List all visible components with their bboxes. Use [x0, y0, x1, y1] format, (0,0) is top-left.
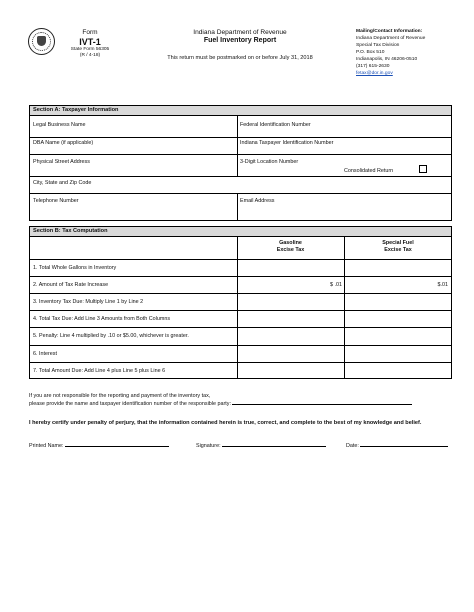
responsible-party-input[interactable]: [232, 404, 412, 405]
line-2-label: 2. Amount of Tax Rate Increase: [33, 282, 109, 288]
email-link[interactable]: fetax@dor.in.gov: [356, 71, 393, 76]
indiana-state-seal-icon: [28, 28, 55, 55]
indiana-taxpayer-id-field[interactable]: Indiana Taxpayer Identification Number: [240, 140, 334, 146]
legal-business-name-field[interactable]: Legal Business Name: [33, 122, 86, 128]
line-3-label: 3. Inventory Tax Due: Multiply Line 1 by Line 2: [33, 299, 144, 305]
gasoline-header-line: Gasoline: [279, 240, 302, 246]
gasoline-rate-value: $ .01: [330, 282, 342, 288]
section-b-tax-computation: [29, 226, 452, 379]
responsible-line-2-text: please provide the name and taxpayer identification number of the responsible party:: [29, 400, 231, 407]
mailing-contact-info: [356, 28, 425, 77]
gasoline-header-line: Excise Tax: [276, 247, 305, 253]
printed-name-row: [29, 443, 169, 449]
mailing-line: Special Tax Division: [356, 43, 400, 48]
department-name: Indiana Department of Revenue: [193, 29, 287, 36]
form-revision: (R / 4-18): [79, 53, 101, 58]
row-divider: [30, 193, 451, 194]
special-fuel-header-line: Special Fuel: [382, 240, 414, 246]
gasoline-column-header: [237, 240, 344, 254]
dba-name-field[interactable]: DBA Name (if applicable): [33, 140, 94, 146]
date-row: [346, 443, 448, 449]
form-id: IVT-1: [79, 37, 101, 47]
responsible-party-note: [29, 393, 412, 408]
row-divider: [30, 276, 451, 277]
mailing-line: P.O. Box 510: [356, 50, 385, 55]
street-address-field[interactable]: Physical Street Address: [33, 159, 90, 165]
mailing-heading: Mailing/Contact Information:: [356, 29, 423, 34]
row-divider: [30, 293, 451, 294]
state-form-number: State Form 56305: [70, 47, 110, 52]
signature-input[interactable]: [222, 446, 326, 447]
section-a-title: Section A: Taxpayer Information: [30, 106, 451, 116]
row-divider: [30, 345, 451, 346]
row-divider: [30, 259, 451, 260]
responsible-line-1: If you are not responsible for the reporting and payment of the inventory tax,: [29, 393, 211, 399]
mailing-line: Indiana Department of Revenue: [356, 36, 426, 41]
signature-label: Signature:: [196, 443, 221, 449]
printed-name-label: Printed Name:: [29, 443, 64, 449]
signature-row: [196, 443, 326, 449]
line-1-label: 1. Total Whole Gallons in Inventory: [33, 265, 117, 271]
row-divider: [30, 310, 451, 311]
line-4-label: 4. Total Tax Due: Add Line 3 Amounts from Both Columns: [33, 316, 171, 322]
federal-id-field[interactable]: Federal Identification Number: [240, 122, 311, 128]
special-fuel-rate-value: $.01: [437, 282, 448, 288]
special-fuel-column-header: [344, 240, 452, 254]
line-5-label: 5. Penalty: Line 4 multiplied by .10 or $5.00, whichever is greater.: [33, 333, 189, 339]
form-label: Form: [82, 29, 98, 36]
column-divider: [344, 236, 345, 379]
city-state-zip-field[interactable]: City, State and Zip Code: [33, 180, 92, 186]
section-b-title: Section B: Tax Computation: [30, 227, 451, 237]
certification-statement: I hereby certify under penalty of perjury, that the information contained herein is true, correct, and complete to the best of my knowledge and belief.: [29, 420, 422, 426]
row-divider: [30, 137, 451, 138]
special-fuel-header-line: Excise Tax: [384, 247, 412, 253]
row-divider: [30, 362, 451, 363]
row-divider: [30, 176, 451, 177]
consolidated-return-label: Consolidated Return: [344, 168, 394, 174]
line-6-label: 6. Interest: [33, 351, 57, 357]
mailing-line: Indianapolis, IN 46206-0510: [356, 57, 418, 62]
consolidated-return-checkbox[interactable]: [419, 165, 427, 173]
line-7-label: 7. Total Amount Due: Add Line 4 plus Line 5 plus Line 6: [33, 368, 166, 374]
printed-name-input[interactable]: [65, 446, 169, 447]
email-address-field[interactable]: Email Address: [240, 198, 275, 204]
location-number-field[interactable]: 3-Digit Location Number: [240, 159, 299, 165]
section-a-taxpayer-information: [29, 105, 452, 221]
telephone-field[interactable]: Telephone Number: [33, 198, 79, 204]
column-divider: [237, 115, 238, 177]
mailing-line: (317) 615-2630: [356, 64, 390, 69]
responsible-line-2: [29, 401, 412, 409]
column-divider: [237, 236, 238, 379]
postmark-notice: This return must be postmarked on or before July 31, 2018: [167, 55, 313, 61]
column-divider: [237, 193, 238, 221]
row-divider: [30, 154, 451, 155]
row-divider: [30, 327, 451, 328]
page-title: Fuel Inventory Report: [203, 37, 277, 44]
date-label: Date:: [346, 443, 359, 449]
date-input[interactable]: [360, 446, 448, 447]
